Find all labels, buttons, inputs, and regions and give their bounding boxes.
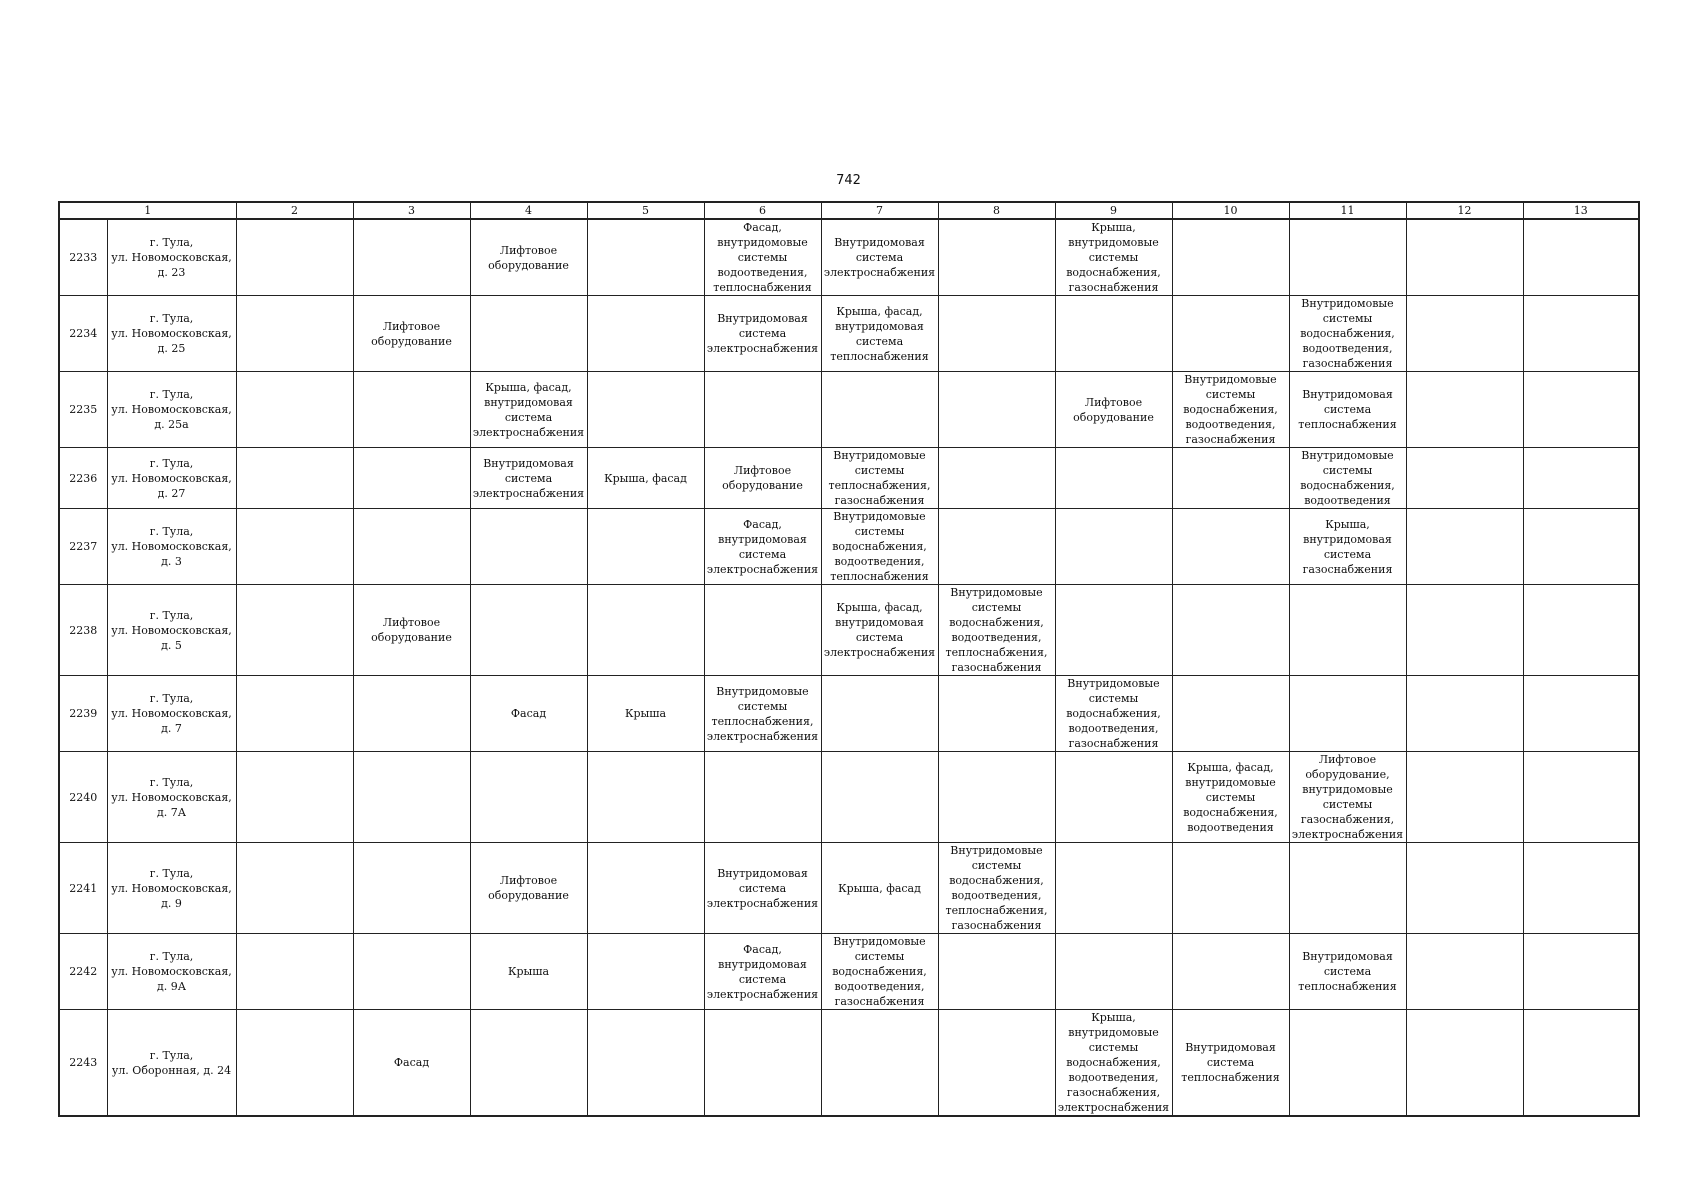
work-cell-col-12 bbox=[1406, 372, 1523, 448]
work-cell-col-10: Внутридомовые системы водоснабжения, водоотведения, газоснабжения bbox=[1172, 372, 1289, 448]
work-cell-col-4: Крыша bbox=[470, 934, 587, 1010]
work-cell-col-5: Крыша, фасад bbox=[587, 448, 704, 509]
row-number: 2235 bbox=[59, 372, 107, 448]
work-cell-col-11: Крыша, внутридомовая система газоснабжения bbox=[1289, 509, 1406, 585]
work-cell-col-9: Лифтовое оборудование bbox=[1055, 372, 1172, 448]
table-row bbox=[59, 219, 1639, 296]
work-cell-col-6: Фасад, внутридомовая система электроснабжения bbox=[704, 509, 821, 585]
work-cell-col-9 bbox=[1055, 752, 1172, 843]
work-cell-col-3 bbox=[353, 934, 470, 1010]
work-cell-col-8 bbox=[938, 676, 1055, 752]
work-cell-col-3 bbox=[353, 448, 470, 509]
column-header-3: 3 bbox=[353, 202, 470, 219]
work-cell-col-2 bbox=[236, 752, 353, 843]
work-cell-col-13 bbox=[1523, 752, 1639, 843]
work-cell-col-3: Фасад bbox=[353, 1010, 470, 1117]
work-cell-col-6: Фасад, внутридомовые системы водоотведения, теплоснабжения bbox=[704, 219, 821, 296]
table-row bbox=[59, 843, 1639, 934]
work-cell-col-10 bbox=[1172, 585, 1289, 676]
work-cell-col-6: Фасад, внутридомовая система электроснабжения bbox=[704, 934, 821, 1010]
work-cell-col-5 bbox=[587, 1010, 704, 1117]
header-row bbox=[59, 202, 1639, 219]
column-header-7: 7 bbox=[821, 202, 938, 219]
work-cell-col-8: Внутридомовые системы водоснабжения, водоотведения, теплоснабжения, газоснабжения bbox=[938, 585, 1055, 676]
work-cell-col-3 bbox=[353, 676, 470, 752]
work-cell-col-6 bbox=[704, 372, 821, 448]
work-cell-col-8 bbox=[938, 509, 1055, 585]
work-cell-col-4 bbox=[470, 1010, 587, 1117]
work-cell-col-9 bbox=[1055, 843, 1172, 934]
work-cell-col-11 bbox=[1289, 676, 1406, 752]
row-number: 2243 bbox=[59, 1010, 107, 1117]
table-row bbox=[59, 752, 1639, 843]
address-cell: г. Тула, ул. Новомосковская, д. 25 bbox=[107, 296, 236, 372]
work-cell-col-9 bbox=[1055, 448, 1172, 509]
address-cell: г. Тула, ул. Новомосковская, д. 7А bbox=[107, 752, 236, 843]
work-cell-col-12 bbox=[1406, 585, 1523, 676]
column-header-8: 8 bbox=[938, 202, 1055, 219]
work-cell-col-10: Крыша, фасад, внутридомовые системы водоснабжения, водоотведения bbox=[1172, 752, 1289, 843]
row-number: 2234 bbox=[59, 296, 107, 372]
work-cell-col-9: Крыша, внутридомовые системы водоснабжения, газоснабжения bbox=[1055, 219, 1172, 296]
work-cell-col-5 bbox=[587, 372, 704, 448]
work-cell-col-10 bbox=[1172, 934, 1289, 1010]
work-cell-col-10 bbox=[1172, 296, 1289, 372]
work-cell-col-11: Внутридомовая система теплоснабжения bbox=[1289, 372, 1406, 448]
work-cell-col-11: Внутридомовая система теплоснабжения bbox=[1289, 934, 1406, 1010]
repair-schedule-table bbox=[58, 201, 1640, 1117]
address-cell: г. Тула, ул. Новомосковская, д. 3 bbox=[107, 509, 236, 585]
work-cell-col-6 bbox=[704, 752, 821, 843]
row-number: 2233 bbox=[59, 219, 107, 296]
work-cell-col-2 bbox=[236, 585, 353, 676]
work-cell-col-2 bbox=[236, 448, 353, 509]
work-cell-col-8: Внутридомовые системы водоснабжения, водоотведения, теплоснабжения, газоснабжения bbox=[938, 843, 1055, 934]
work-cell-col-6: Внутридомовая система электроснабжения bbox=[704, 296, 821, 372]
work-cell-col-11 bbox=[1289, 843, 1406, 934]
work-cell-col-13 bbox=[1523, 448, 1639, 509]
work-cell-col-9 bbox=[1055, 934, 1172, 1010]
column-header-12: 12 bbox=[1406, 202, 1523, 219]
row-number: 2239 bbox=[59, 676, 107, 752]
work-cell-col-10 bbox=[1172, 676, 1289, 752]
work-cell-col-7: Внутридомовые системы водоснабжения, водоотведения, газоснабжения bbox=[821, 934, 938, 1010]
column-header-6: 6 bbox=[704, 202, 821, 219]
table-row bbox=[59, 509, 1639, 585]
work-cell-col-13 bbox=[1523, 934, 1639, 1010]
work-cell-col-2 bbox=[236, 372, 353, 448]
work-cell-col-13 bbox=[1523, 676, 1639, 752]
column-header-10: 10 bbox=[1172, 202, 1289, 219]
table-row bbox=[59, 676, 1639, 752]
work-cell-col-7 bbox=[821, 372, 938, 448]
work-cell-col-5 bbox=[587, 509, 704, 585]
work-cell-col-3 bbox=[353, 219, 470, 296]
work-cell-col-4: Внутридомовая система электроснабжения bbox=[470, 448, 587, 509]
work-cell-col-4 bbox=[470, 296, 587, 372]
work-cell-col-7 bbox=[821, 752, 938, 843]
work-cell-col-5 bbox=[587, 843, 704, 934]
column-header-11: 11 bbox=[1289, 202, 1406, 219]
work-cell-col-5 bbox=[587, 296, 704, 372]
work-cell-col-12 bbox=[1406, 1010, 1523, 1117]
work-cell-col-6: Внутридомовая система электроснабжения bbox=[704, 843, 821, 934]
work-cell-col-8 bbox=[938, 448, 1055, 509]
work-cell-col-4: Фасад bbox=[470, 676, 587, 752]
work-cell-col-3 bbox=[353, 843, 470, 934]
work-cell-col-10: Внутридомовая система теплоснабжения bbox=[1172, 1010, 1289, 1117]
address-cell: г. Тула, ул. Новомосковская, д. 27 bbox=[107, 448, 236, 509]
column-header-1: 1 bbox=[59, 202, 236, 219]
work-cell-col-7: Крыша, фасад, внутридомовая система теплоснабжения bbox=[821, 296, 938, 372]
work-cell-col-12 bbox=[1406, 448, 1523, 509]
address-cell: г. Тула, ул. Новомосковская, д. 5 bbox=[107, 585, 236, 676]
work-cell-col-11: Внутридомовые системы водоснабжения, водоотведения bbox=[1289, 448, 1406, 509]
page-number: 742 bbox=[836, 173, 861, 188]
work-cell-col-12 bbox=[1406, 676, 1523, 752]
row-number: 2241 bbox=[59, 843, 107, 934]
work-cell-col-11: Внутридомовые системы водоснабжения, водоотведения, газоснабжения bbox=[1289, 296, 1406, 372]
column-header-9: 9 bbox=[1055, 202, 1172, 219]
address-cell: г. Тула, ул. Оборонная, д. 24 bbox=[107, 1010, 236, 1117]
work-cell-col-13 bbox=[1523, 1010, 1639, 1117]
work-cell-col-9 bbox=[1055, 296, 1172, 372]
table-row bbox=[59, 934, 1639, 1010]
work-cell-col-12 bbox=[1406, 219, 1523, 296]
work-cell-col-4 bbox=[470, 509, 587, 585]
work-cell-col-10 bbox=[1172, 448, 1289, 509]
table-body bbox=[59, 219, 1639, 1116]
column-header-2: 2 bbox=[236, 202, 353, 219]
work-cell-col-11 bbox=[1289, 585, 1406, 676]
column-header-13: 13 bbox=[1523, 202, 1639, 219]
work-cell-col-11 bbox=[1289, 1010, 1406, 1117]
column-header-4: 4 bbox=[470, 202, 587, 219]
work-cell-col-2 bbox=[236, 843, 353, 934]
work-cell-col-2 bbox=[236, 1010, 353, 1117]
work-cell-col-12 bbox=[1406, 296, 1523, 372]
work-cell-col-3 bbox=[353, 372, 470, 448]
work-cell-col-8 bbox=[938, 296, 1055, 372]
table-row bbox=[59, 585, 1639, 676]
work-cell-col-8 bbox=[938, 934, 1055, 1010]
work-cell-col-3: Лифтовое оборудование bbox=[353, 585, 470, 676]
address-cell: г. Тула, ул. Новомосковская, д. 23 bbox=[107, 219, 236, 296]
work-cell-col-12 bbox=[1406, 843, 1523, 934]
address-cell: г. Тула, ул. Новомосковская, д. 7 bbox=[107, 676, 236, 752]
work-cell-col-7 bbox=[821, 1010, 938, 1117]
table-row bbox=[59, 372, 1639, 448]
work-cell-col-10 bbox=[1172, 843, 1289, 934]
work-cell-col-10 bbox=[1172, 219, 1289, 296]
work-cell-col-8 bbox=[938, 219, 1055, 296]
work-cell-col-13 bbox=[1523, 372, 1639, 448]
work-cell-col-12 bbox=[1406, 509, 1523, 585]
work-cell-col-7 bbox=[821, 676, 938, 752]
work-cell-col-7: Внутридомовые системы теплоснабжения, газоснабжения bbox=[821, 448, 938, 509]
work-cell-col-5: Крыша bbox=[587, 676, 704, 752]
work-cell-col-13 bbox=[1523, 585, 1639, 676]
work-cell-col-13 bbox=[1523, 509, 1639, 585]
work-cell-col-10 bbox=[1172, 509, 1289, 585]
column-header-5: 5 bbox=[587, 202, 704, 219]
work-cell-col-7: Крыша, фасад, внутридомовая система электроснабжения bbox=[821, 585, 938, 676]
work-cell-col-3: Лифтовое оборудование bbox=[353, 296, 470, 372]
table-row bbox=[59, 296, 1639, 372]
work-cell-col-12 bbox=[1406, 934, 1523, 1010]
work-cell-col-5 bbox=[587, 585, 704, 676]
work-cell-col-4 bbox=[470, 752, 587, 843]
work-cell-col-7: Внутридомовые системы водоснабжения, водоотведения, теплоснабжения bbox=[821, 509, 938, 585]
work-cell-col-9 bbox=[1055, 509, 1172, 585]
work-cell-col-4: Лифтовое оборудование bbox=[470, 219, 587, 296]
address-cell: г. Тула, ул. Новомосковская, д. 9А bbox=[107, 934, 236, 1010]
row-number: 2242 bbox=[59, 934, 107, 1010]
work-cell-col-9 bbox=[1055, 585, 1172, 676]
work-cell-col-6: Лифтовое оборудование bbox=[704, 448, 821, 509]
work-cell-col-2 bbox=[236, 676, 353, 752]
work-cell-col-3 bbox=[353, 752, 470, 843]
work-cell-col-13 bbox=[1523, 296, 1639, 372]
row-number: 2236 bbox=[59, 448, 107, 509]
work-cell-col-4: Крыша, фасад, внутридомовая система электроснабжения bbox=[470, 372, 587, 448]
work-cell-col-4 bbox=[470, 585, 587, 676]
row-number: 2237 bbox=[59, 509, 107, 585]
row-number: 2238 bbox=[59, 585, 107, 676]
work-cell-col-2 bbox=[236, 219, 353, 296]
table-row bbox=[59, 1010, 1639, 1117]
work-cell-col-9: Крыша, внутридомовые системы водоснабжения, водоотведения, газоснабжения, электроснабжения bbox=[1055, 1010, 1172, 1117]
work-cell-col-6 bbox=[704, 1010, 821, 1117]
work-cell-col-3 bbox=[353, 509, 470, 585]
work-cell-col-7: Внутридомовая система электроснабжения bbox=[821, 219, 938, 296]
work-cell-col-2 bbox=[236, 509, 353, 585]
work-cell-col-6 bbox=[704, 585, 821, 676]
work-cell-col-11: Лифтовое оборудование, внутридомовые системы газоснабжения, электроснабжения bbox=[1289, 752, 1406, 843]
work-cell-col-6: Внутридомовые системы теплоснабжения, электроснабжения bbox=[704, 676, 821, 752]
address-cell: г. Тула, ул. Новомосковская, д. 9 bbox=[107, 843, 236, 934]
work-cell-col-13 bbox=[1523, 219, 1639, 296]
work-cell-col-4: Лифтовое оборудование bbox=[470, 843, 587, 934]
work-cell-col-5 bbox=[587, 752, 704, 843]
work-cell-col-9: Внутридомовые системы водоснабжения, водоотведения, газоснабжения bbox=[1055, 676, 1172, 752]
work-cell-col-5 bbox=[587, 934, 704, 1010]
work-cell-col-8 bbox=[938, 1010, 1055, 1117]
work-cell-col-8 bbox=[938, 372, 1055, 448]
work-cell-col-8 bbox=[938, 752, 1055, 843]
work-cell-col-7: Крыша, фасад bbox=[821, 843, 938, 934]
table-row bbox=[59, 448, 1639, 509]
work-cell-col-12 bbox=[1406, 752, 1523, 843]
work-cell-col-2 bbox=[236, 934, 353, 1010]
work-cell-col-11 bbox=[1289, 219, 1406, 296]
work-cell-col-2 bbox=[236, 296, 353, 372]
work-cell-col-5 bbox=[587, 219, 704, 296]
work-cell-col-13 bbox=[1523, 843, 1639, 934]
address-cell: г. Тула, ул. Новомосковская, д. 25а bbox=[107, 372, 236, 448]
row-number: 2240 bbox=[59, 752, 107, 843]
